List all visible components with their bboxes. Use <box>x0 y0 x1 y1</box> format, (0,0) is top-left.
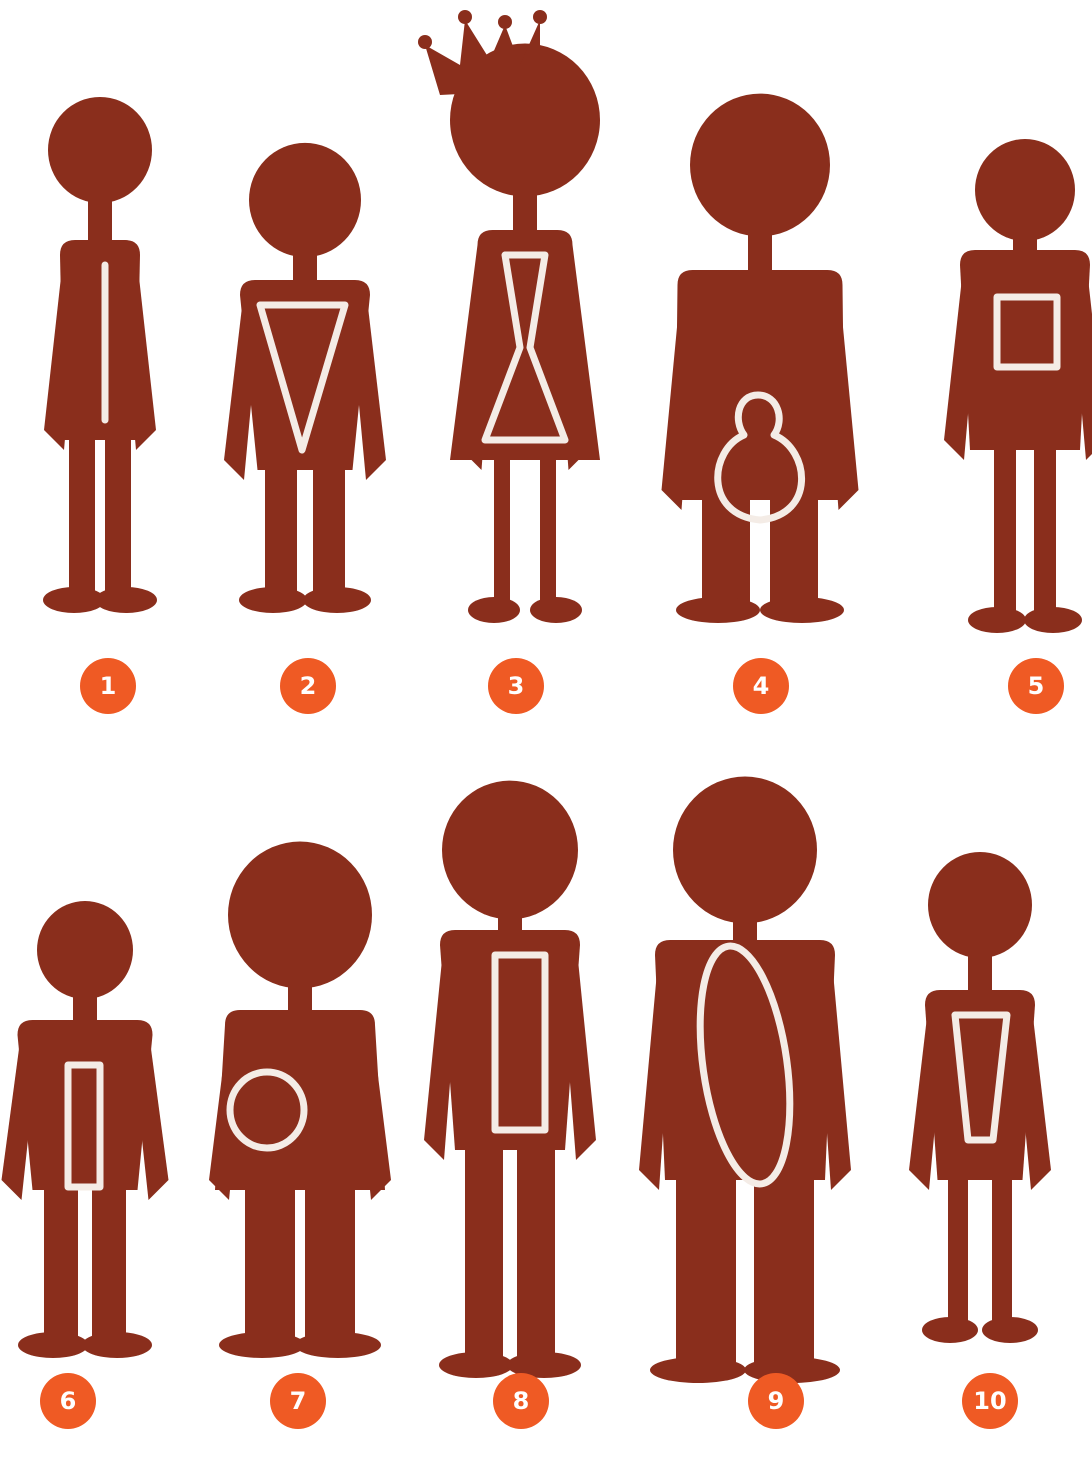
right-leg <box>305 1185 355 1340</box>
character-2-silhouette <box>224 143 386 613</box>
left-leg <box>676 1175 736 1365</box>
character-1-silhouette <box>43 97 157 613</box>
left-foot <box>439 1352 513 1378</box>
number-badge-8: 8 <box>493 1373 549 1429</box>
left-foot <box>18 1332 88 1358</box>
number-badge-4: 4 <box>733 658 789 714</box>
torso <box>675 270 845 500</box>
character-8-silhouette <box>424 781 596 1378</box>
character-6-silhouette <box>2 901 169 1358</box>
crown-icon <box>418 10 547 95</box>
left-foot <box>219 1332 305 1358</box>
torso <box>18 1020 153 1190</box>
head <box>690 94 830 237</box>
character-5-silhouette <box>944 139 1092 633</box>
head <box>975 139 1075 241</box>
right-foot <box>760 597 844 623</box>
right-foot <box>295 1332 381 1358</box>
number-badge-5: 5 <box>1008 658 1064 714</box>
left-leg <box>994 445 1016 615</box>
right-leg <box>313 465 345 595</box>
right-leg <box>754 1175 814 1365</box>
right-leg <box>1034 445 1056 615</box>
right-leg <box>540 455 556 605</box>
right-foot <box>95 587 157 613</box>
left-foot <box>650 1357 746 1383</box>
left-leg <box>465 1145 503 1360</box>
left-leg <box>265 465 297 595</box>
left-leg <box>245 1185 295 1340</box>
number-badge-3: 3 <box>488 658 544 714</box>
head <box>442 781 578 920</box>
right-leg <box>105 435 131 595</box>
right-leg <box>92 1185 126 1340</box>
character-9-silhouette <box>639 777 851 1383</box>
left-leg <box>702 495 750 605</box>
left-foot <box>239 587 307 613</box>
head <box>673 777 817 924</box>
number-badge-6: 6 <box>40 1373 96 1429</box>
right-leg <box>517 1145 555 1360</box>
left-leg <box>69 435 95 595</box>
number-badge-2: 2 <box>280 658 336 714</box>
left-foot <box>922 1317 978 1343</box>
number-badge-1: 1 <box>80 658 136 714</box>
head <box>249 143 361 257</box>
character-7-silhouette <box>209 842 391 1358</box>
character-10-silhouette <box>909 852 1051 1343</box>
head <box>228 842 372 989</box>
left-foot <box>676 597 760 623</box>
left-leg <box>948 1175 968 1325</box>
character-3-silhouette <box>418 10 600 623</box>
right-foot <box>982 1317 1038 1343</box>
number-badge-7: 7 <box>270 1373 326 1429</box>
character-4-silhouette <box>662 94 859 623</box>
left-arm <box>2 1030 36 1200</box>
left-leg <box>44 1185 78 1340</box>
torso <box>440 930 580 1150</box>
left-leg <box>494 455 510 605</box>
left-foot <box>968 607 1026 633</box>
head <box>37 901 133 999</box>
right-foot <box>303 587 371 613</box>
torso <box>655 940 835 1180</box>
right-foot <box>530 597 582 623</box>
right-leg <box>770 495 818 605</box>
right-leg <box>992 1175 1012 1325</box>
right-foot <box>1024 607 1082 633</box>
right-arm <box>135 1030 169 1200</box>
left-foot <box>468 597 520 623</box>
number-badge-9: 9 <box>748 1373 804 1429</box>
right-foot <box>82 1332 152 1358</box>
number-badge-10: 10 <box>962 1373 1018 1429</box>
torso <box>960 250 1090 450</box>
head <box>928 852 1032 958</box>
head <box>48 97 152 203</box>
